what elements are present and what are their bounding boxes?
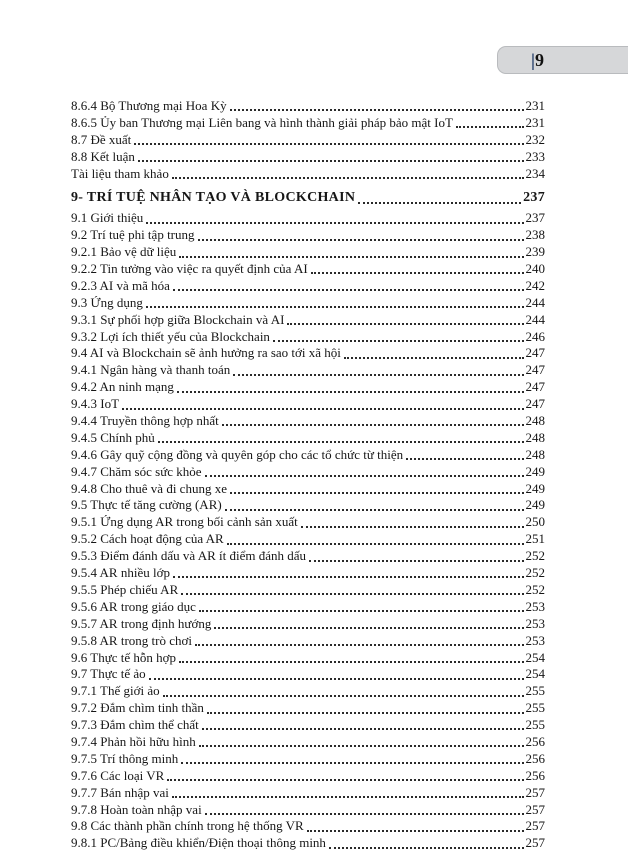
toc-entry-label: 9.4.5 Chính phủ: [71, 429, 155, 445]
toc-row: [71, 717, 545, 734]
toc-entry-page: 233: [525, 148, 545, 164]
toc-entry-label: 8.6.5 Ủy ban Thương mại Liên bang và hình thành giải pháp bảo mật IoT: [71, 114, 453, 130]
dotted-leader: [158, 430, 524, 443]
toc-entry-page: 252: [525, 581, 545, 597]
page-number-tab: [497, 46, 628, 74]
dotted-leader: [205, 802, 524, 815]
dotted-leader: [287, 312, 523, 325]
dotted-leader: [181, 751, 523, 764]
toc-row: [71, 616, 545, 633]
toc-entry-page: 247: [525, 345, 545, 361]
toc-entry-label: 9.7.1 Thế giới ảo: [71, 683, 160, 699]
dotted-leader: [179, 244, 523, 257]
dotted-leader: [199, 734, 524, 747]
toc-entry-label: 9.7.2 Đắm chìm tinh thần: [71, 700, 204, 716]
toc-row: [71, 312, 545, 329]
toc-row: [71, 132, 545, 149]
dotted-leader: [167, 768, 523, 781]
table-of-contents: [71, 98, 545, 852]
toc-entry-page: 239: [525, 244, 545, 260]
dotted-leader: [406, 447, 523, 460]
toc-row: [71, 734, 545, 751]
toc-entry-page: 252: [525, 548, 545, 564]
dotted-leader: [311, 261, 524, 274]
dotted-leader: [207, 700, 524, 713]
toc-entry-label: 9.4.3 IoT: [71, 396, 120, 412]
toc-row: [71, 190, 545, 207]
toc-entry-page: 256: [525, 733, 545, 749]
toc-entry-page: 255: [525, 717, 545, 733]
dotted-leader: [273, 329, 524, 342]
toc-row: [71, 531, 545, 548]
toc-row: [71, 835, 545, 852]
toc-row: [71, 227, 545, 244]
toc-row: [71, 582, 545, 599]
toc-row: [71, 785, 545, 802]
toc-row: [71, 599, 545, 616]
toc-entry-page: 253: [525, 632, 545, 648]
toc-entry-page: 251: [525, 531, 545, 547]
dotted-leader: [225, 497, 524, 510]
toc-entry-label: 9.6 Thực tế hỗn hợp: [71, 649, 177, 665]
toc-entry-page: 237: [525, 210, 545, 226]
toc-entry-label: 9.2.3 AI và mã hóa: [71, 277, 170, 293]
toc-entry-label: 9.5.2 Cách hoạt động của AR: [71, 531, 224, 547]
toc-entry-page: 254: [525, 666, 545, 682]
toc-entry-page: 234: [525, 165, 545, 181]
toc-row: [71, 295, 545, 312]
toc-entry-label: 9- TRÍ TUỆ NHÂN TẠO VÀ BLOCKCHAIN: [71, 190, 356, 206]
toc-entry-page: 249: [525, 480, 545, 496]
dotted-leader: [146, 210, 523, 223]
toc-row: [71, 650, 545, 667]
toc-row: [71, 244, 545, 261]
dotted-leader: [214, 616, 523, 629]
dotted-leader: [146, 295, 524, 308]
toc-entry-label: 9.2.2 Tin tưởng vào việc ra quyết định của AI: [71, 261, 308, 277]
toc-entry-page: 240: [525, 261, 545, 277]
toc-entry-page: 253: [525, 598, 545, 614]
toc-entry-page: 248: [525, 446, 545, 462]
toc-entry-page: 257: [525, 818, 545, 834]
dotted-leader: [195, 633, 524, 646]
toc-row: [71, 802, 545, 819]
toc-entry-label: 8.8 Kết luận: [71, 148, 135, 164]
toc-entry-page: 255: [525, 683, 545, 699]
dotted-leader: [227, 531, 524, 544]
toc-row: [71, 548, 545, 565]
toc-row: [71, 683, 545, 700]
toc-row: [71, 413, 545, 430]
toc-entry-label: 9.8.1 PC/Bảng điều khiển/Điện thoại thông minh: [71, 835, 326, 851]
toc-entry-label: 9.4.1 Ngân hàng và thanh toán: [71, 362, 231, 378]
toc-entry-label: 9.5.1 Ứng dụng AR trong bối cảnh sản xuất: [71, 514, 298, 530]
toc-entry-label: 8.7 Đề xuất: [71, 131, 132, 147]
toc-row: [71, 768, 545, 785]
toc-entry-label: 9.5.5 Phép chiếu AR: [71, 581, 179, 597]
toc-entry-label: 9.5.8 AR trong trò chơi: [71, 632, 192, 648]
toc-entry-label: 9.5.4 AR nhiều lớp: [71, 565, 170, 581]
toc-row: [71, 481, 545, 498]
toc-row: [71, 430, 545, 447]
dotted-leader: [177, 379, 524, 392]
toc-row: [71, 447, 545, 464]
toc-row: [71, 149, 545, 166]
toc-row: [71, 210, 545, 227]
toc-entry-label: 9.5 Thực tế tăng cường (AR): [71, 497, 222, 513]
toc-entry-page: 249: [525, 463, 545, 479]
toc-entry-page: 237: [523, 190, 545, 206]
toc-entry-page: 246: [525, 328, 545, 344]
toc-entry-page: 242: [525, 277, 545, 293]
dotted-leader: [222, 413, 524, 426]
toc-row: [71, 115, 545, 132]
toc-entry-page: 238: [525, 227, 545, 243]
toc-entry-label: 9.7.7 Bán nhập vai: [71, 784, 169, 800]
toc-entry-label: 9.7 Thực tế ảo: [71, 666, 146, 682]
toc-entry-page: 232: [525, 131, 545, 147]
dotted-leader: [307, 818, 524, 831]
dotted-leader: [230, 481, 524, 494]
toc-entry-label: 9.4.2 An ninh mạng: [71, 379, 174, 395]
toc-row: [71, 362, 545, 379]
toc-row: [71, 278, 545, 295]
toc-row: [71, 633, 545, 650]
toc-entry-page: 257: [525, 784, 545, 800]
toc-row: [71, 166, 545, 183]
toc-row: [71, 700, 545, 717]
page-number: 9: [534, 49, 544, 70]
toc-entry-label: 9.4.8 Cho thuê và đi chung xe: [71, 480, 227, 496]
toc-entry-label: 9.5.3 Điểm đánh dấu và AR ít điểm đánh dấu: [71, 548, 307, 564]
toc-row: [71, 497, 545, 514]
toc-row: [71, 98, 545, 115]
dotted-leader: [179, 650, 523, 663]
toc-entry-page: 250: [525, 514, 545, 530]
toc-entry-page: 256: [525, 767, 545, 783]
toc-row: [71, 329, 545, 346]
dotted-leader: [173, 278, 524, 291]
toc-entry-label: 8.6.4 Bộ Thương mại Hoa Kỳ: [71, 98, 227, 113]
toc-entry-page: 231: [525, 98, 545, 113]
toc-entry-label: 9.5.7 AR trong định hướng: [71, 615, 212, 631]
toc-row: [71, 379, 545, 396]
toc-entry-label: 9.4.4 Truyền thông hợp nhất: [71, 413, 219, 429]
toc-entry-page: 247: [525, 379, 545, 395]
dotted-leader: [329, 835, 524, 848]
toc-entry-page: 244: [525, 311, 545, 327]
toc-entry-label: Tài liệu tham khảo: [71, 165, 169, 181]
page-number-separator: |: [531, 49, 535, 70]
toc-entry-label: 9.8 Các thành phần chính trong hệ thống VR: [71, 818, 304, 834]
dotted-leader: [134, 132, 523, 145]
toc-row: [71, 751, 545, 768]
toc-entry-label: 9.4.6 Gây quỹ cộng đồng và quyên góp cho các tổ chức từ thiện: [71, 446, 404, 462]
toc-row: [71, 514, 545, 531]
toc-entry-page: 257: [525, 835, 545, 851]
toc-row: [71, 666, 545, 683]
toc-entry-label: 9.7.3 Đắm chìm thể chất: [71, 717, 199, 733]
toc-row: [71, 818, 545, 835]
toc-entry-page: 252: [525, 565, 545, 581]
dotted-leader: [149, 666, 524, 679]
dotted-leader: [181, 582, 523, 595]
toc-row: [71, 261, 545, 278]
dotted-leader: [344, 345, 524, 358]
toc-entry-label: 9.2.1 Bảo vệ dữ liệu: [71, 244, 177, 260]
toc-entry-page: 247: [525, 396, 545, 412]
dotted-leader: [198, 227, 524, 240]
toc-entry-label: 9.1 Giới thiệu: [71, 210, 144, 226]
dotted-leader: [199, 599, 524, 612]
dotted-leader: [173, 565, 524, 578]
toc-entry-label: 9.3 Ứng dụng: [71, 294, 143, 310]
dotted-leader: [301, 514, 524, 527]
toc-entry-page: 254: [525, 649, 545, 665]
toc-entry-label: 9.5.6 AR trong giáo dục: [71, 598, 196, 614]
toc-entry-page: 257: [525, 801, 545, 817]
dotted-leader: [205, 464, 524, 477]
toc-entry-label: 9.7.6 Các loại VR: [71, 767, 165, 783]
dotted-leader: [358, 190, 521, 203]
dotted-leader: [172, 785, 524, 798]
toc-entry-label: 9.4 AI và Blockchain sẽ ảnh hưởng ra sao tới xã hội: [71, 345, 341, 361]
toc-row: [71, 396, 545, 413]
dotted-leader: [456, 115, 524, 128]
toc-entry-page: 255: [525, 700, 545, 716]
toc-entry-page: 247: [525, 362, 545, 378]
toc-entry-page: 253: [525, 615, 545, 631]
dotted-leader: [233, 362, 523, 375]
toc-entry-label: 9.7.8 Hoàn toàn nhập vai: [71, 801, 202, 817]
toc-entry-page: 248: [525, 429, 545, 445]
toc-entry-label: 9.7.4 Phản hồi hữu hình: [71, 733, 196, 749]
dotted-leader: [122, 396, 523, 409]
dotted-leader: [230, 98, 524, 111]
toc-entry-page: 244: [525, 294, 545, 310]
toc-entry-label: 9.4.7 Chăm sóc sức khỏe: [71, 463, 202, 479]
dotted-leader: [309, 548, 523, 561]
toc-entry-page: 256: [525, 750, 545, 766]
toc-entry-page: 249: [525, 497, 545, 513]
dotted-leader: [172, 166, 524, 179]
toc-entry-label: 9.2 Trí tuệ phi tập trung: [71, 227, 195, 243]
toc-row: [71, 565, 545, 582]
dotted-leader: [202, 717, 524, 730]
dotted-leader: [163, 683, 524, 696]
toc-entry-label: 9.3.2 Lợi ích thiết yếu của Blockchain: [71, 328, 270, 344]
dotted-leader: [138, 149, 524, 162]
toc-row: [71, 345, 545, 362]
toc-row: [71, 464, 545, 481]
toc-entry-label: 9.3.1 Sự phối hợp giữa Blockchain và AI: [71, 311, 285, 327]
toc-entry-page: 248: [525, 413, 545, 429]
toc-entry-page: 231: [525, 114, 545, 130]
toc-entry-label: 9.7.5 Trí thông minh: [71, 750, 179, 766]
